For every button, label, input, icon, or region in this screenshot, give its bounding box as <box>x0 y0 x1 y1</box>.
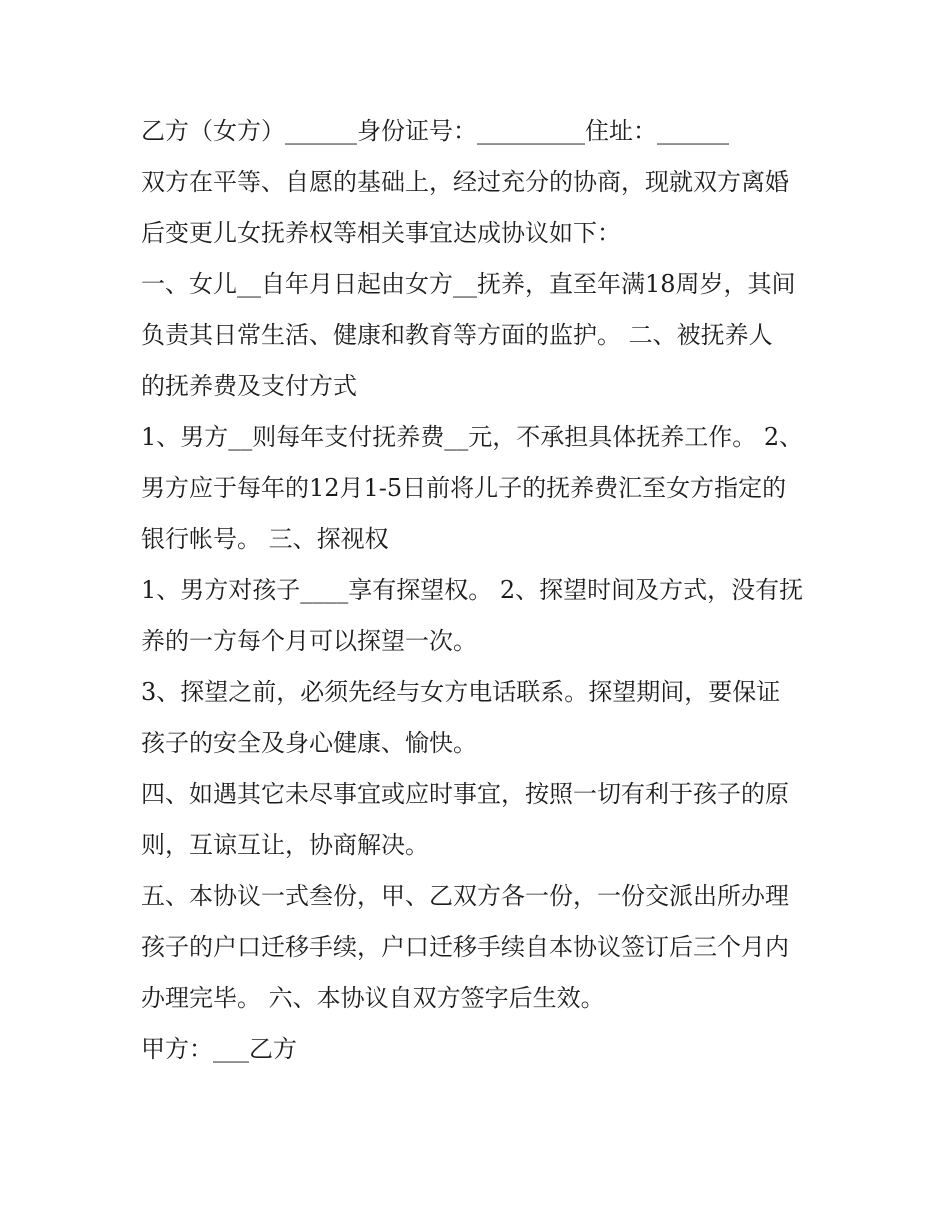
clause-one-line-1: 一、女儿__自年月日起由女方__抚养，直至年满18周岁，其间 <box>141 270 796 298</box>
support-payment-line-1: 1、男方__则每年支付抚养费__元，不承担具体抚养工作。 2、 <box>141 423 804 451</box>
agreement-intro-line-2: 后变更儿女抚养权等相关事宜达成协议如下： <box>141 219 621 247</box>
document-body <box>141 108 821 1077</box>
clause-five-six-line-3: 办理完毕。 六、本协议自双方签字后生效。 <box>141 984 605 1012</box>
visitation-heading-line: 银行帐号。 三、探视权 <box>141 525 389 553</box>
agreement-intro-line-1: 双方在平等、自愿的基础上，经过充分的协商，现就双方离婚 <box>141 168 789 196</box>
clause-five-line-2: 孩子的户口迁移手续，户口迁移手续自本协议签订后三个月内 <box>141 933 789 961</box>
visitation-contact-line-2: 孩子的安全及身心健康、愉快。 <box>141 729 477 757</box>
visitation-contact-line-1: 3、探望之前，必须先经与女方电话联系。探望期间，要保证 <box>141 678 781 706</box>
visitation-rights-line-1: 1、男方对孩子____享有探望权。 2、探望时间及方式，没有抚 <box>141 576 804 604</box>
clause-four-line-2: 则，互谅互让，协商解决。 <box>141 831 429 859</box>
clause-one-line-2: 负责其日常生活、健康和教育等方面的监护。 二、被抚养人 <box>141 321 773 349</box>
support-payment-line-2: 男方应于每年的12月1-5日前将儿子的抚养费汇至女方指定的 <box>141 474 787 502</box>
visitation-rights-line-2: 养的一方每个月可以探望一次。 <box>141 627 477 655</box>
signature-line: 甲方：___乙方 <box>141 1035 297 1063</box>
clause-four-line-1: 四、如遇其它未尽事宜或应时事宜，按照一切有利于孩子的原 <box>141 780 789 808</box>
party-b-info-line: 乙方（女方）______身份证号：_________住址：______ <box>141 117 729 145</box>
clause-five-line-1: 五、本协议一式叁份，甲、乙双方各一份，一份交派出所办理 <box>141 882 789 910</box>
clause-two-heading-line: 的抚养费及支付方式 <box>141 372 357 400</box>
